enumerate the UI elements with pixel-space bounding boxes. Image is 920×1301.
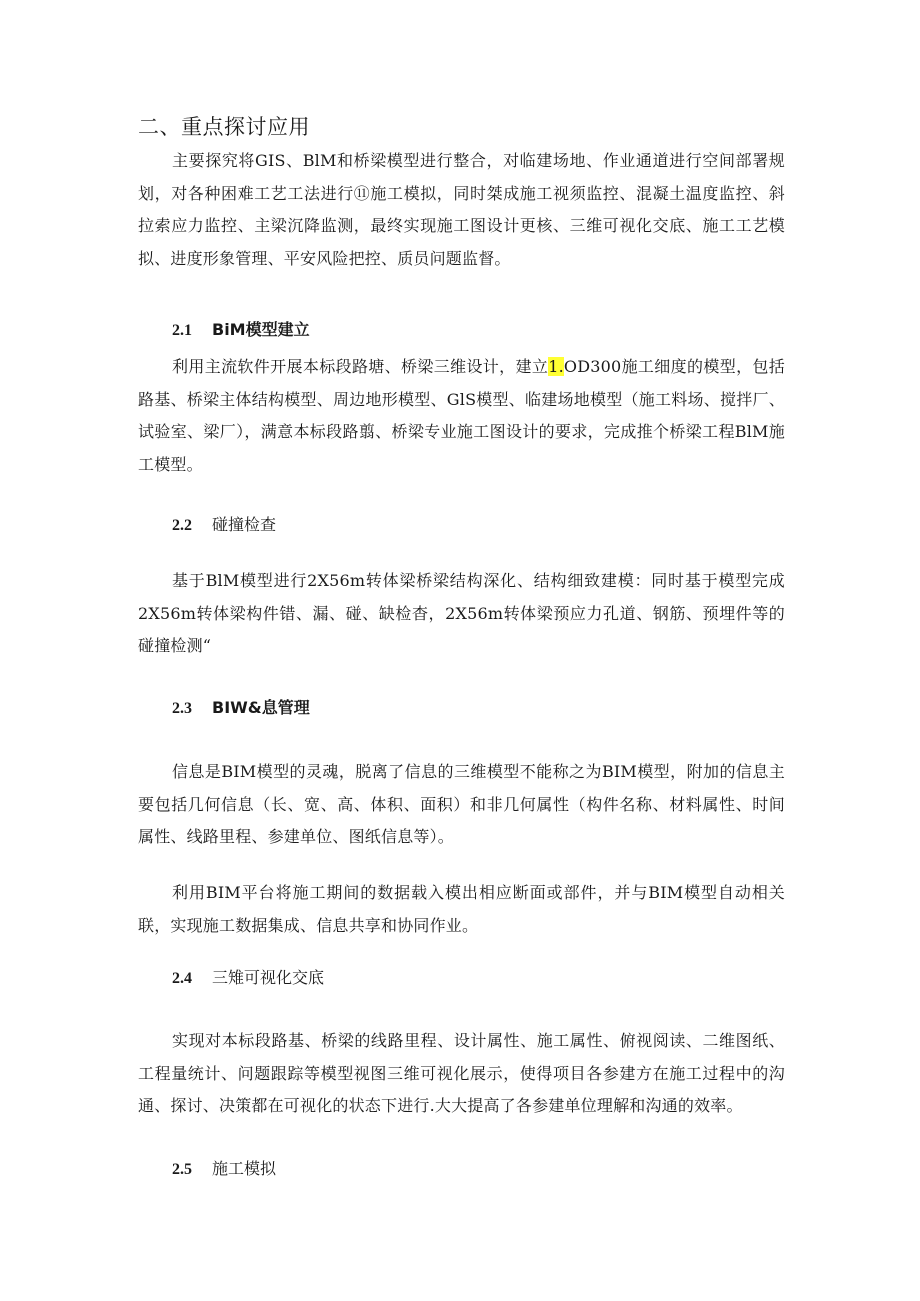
paragraph-2-1: [138, 351, 785, 481]
highlighted-text: 1.: [548, 357, 564, 376]
heading-text: 施工模拟: [212, 1159, 277, 1178]
heading-2-1: [172, 317, 310, 340]
paragraph-2-4: 实现对本标段路基、桥梁的线路里程、设计属性、施工属性、俯视阅读、二维图纸、工程量统计、问题跟踪等模型视图三维可视化展示，使得项目各参建方在施工过程中的沟通、探讨、决策都在可视化的状态下进行.大大提高了各参建单位理解和沟通的效率。: [138, 1031, 785, 1115]
intro-paragraph: 主要探究将GIS、BlM和桥梁模型进行整合，对临建场地、作业通道进行空间部署规划，对各种困难工艺工法进行⑪施工模拟，同时桀成施工视须监控、混凝土温度监控、斜拉索应力监控、主梁沉降监测，最终实现施工图设计更核、三维可视化交底、施工工艺模拟、进度形象管理、平安风险把控、质员问题监督。: [138, 151, 785, 268]
heading-text: BiM模型建立: [212, 320, 310, 339]
heading-2-5: [172, 1156, 276, 1179]
heading-text: BIW&息管理: [212, 698, 310, 717]
heading-number: 2.1: [172, 322, 192, 339]
heading-number: 2.2: [172, 517, 192, 534]
heading-number: 2.4: [172, 970, 192, 987]
heading-text: 三雉可视化交底: [212, 968, 325, 987]
paragraph-2-3-b: 利用BIM平台将施工期间的数据载入模出相应断面或部件，并与BIM模型自动相关联，实现施工数据集成、信息共享和协同作业。: [138, 883, 785, 935]
heading-2-2: [172, 512, 276, 535]
paragraph-text: 利用主流软件开展本标段路塘、桥梁三维设计，建立: [172, 357, 549, 376]
heading-2-4: [172, 965, 324, 988]
paragraph-text: OD300施工细度的模型，包括路基、桥梁主体结构模型、周边地形模型、GlS模型、临建场地模型（施工料场、搅拌厂、试验室、梁厂），满意本标段路翦、桥梁专业施工图设计的要求，完成推个桥梁工程BlM施工模型。: [138, 357, 785, 474]
paragraph-2-3-a: 信息是BIM模型的灵魂，脱离了信息的三维模型不能称之为BIM模型，附加的信息主要包括几何信息（长、宽、高、体积、面积）和非几何属性（构件名称、材料属性、时间属性、线路里程、参建单位、图纸信息等）。: [138, 762, 785, 846]
heading-number: 2.5: [172, 1161, 192, 1178]
heading-number: 2.3: [172, 700, 192, 717]
paragraph-2-2: 基于BlM模型进行2X56m转体梁桥梁结构深化、结构细致建模：同时基于模型完成2X56m转体梁构件错、漏、碰、缺检杳，2X56m转体梁预应力孔道、钢筋、预埋件等的碰撞检测“: [138, 571, 785, 655]
heading-2-3: [172, 695, 310, 718]
heading-text: 碰撞检查: [212, 515, 277, 534]
section-title: 二、重点探讨应用: [138, 115, 310, 139]
